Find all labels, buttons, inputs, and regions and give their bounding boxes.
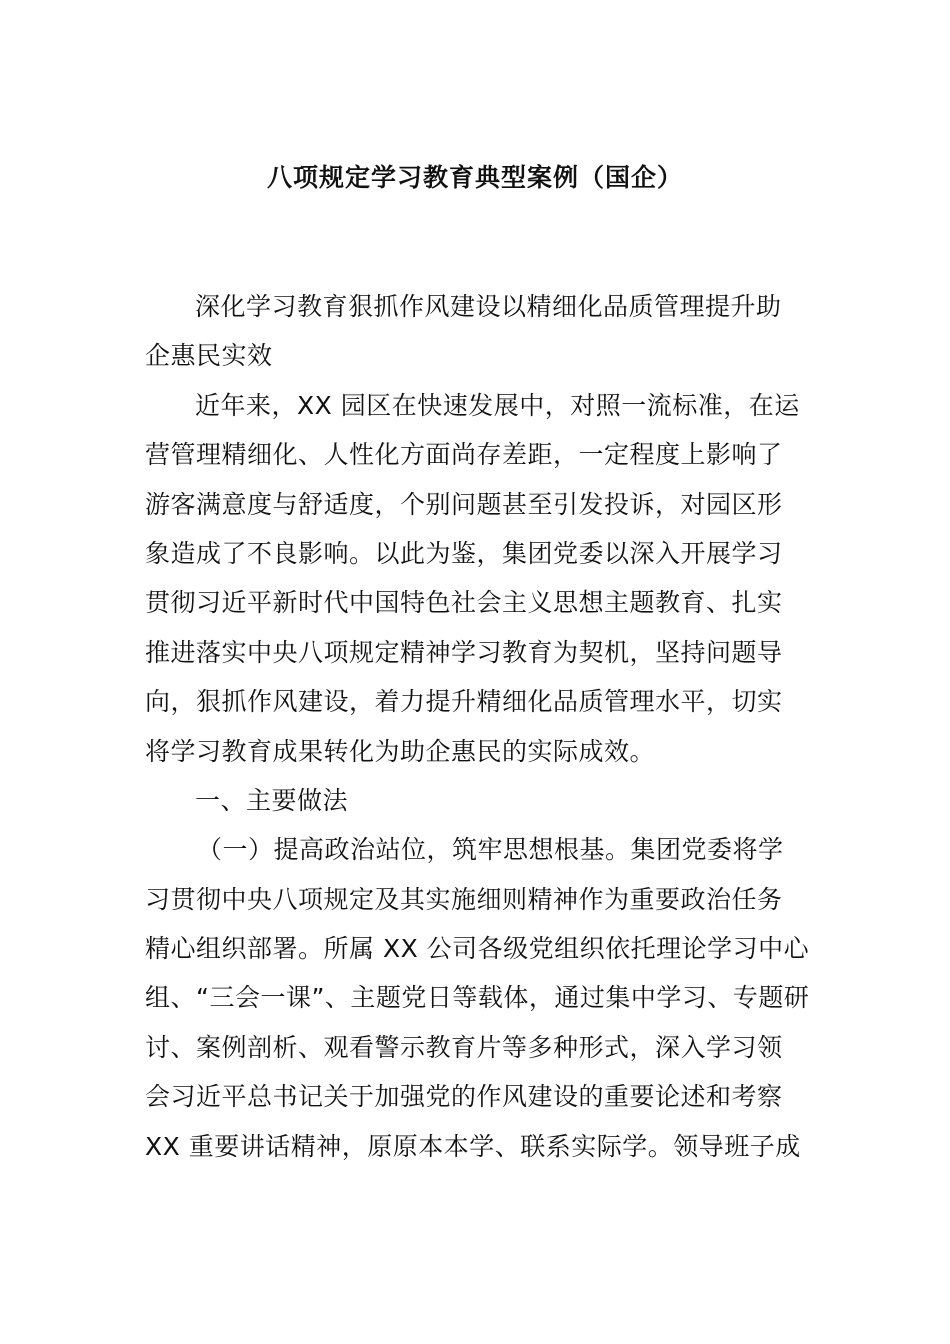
paragraph-line: 精心组织部署。所属 XX 公司各级党组织依托理论学习中心: [145, 934, 810, 964]
paragraph-line: 推进落实中央八项规定精神学习教育为契机，坚持问题导: [145, 637, 783, 667]
paragraph-line: 贯彻习近平新时代中国特色社会主义思想主题教育、扎实: [145, 588, 783, 618]
subtitle-line: 深化学习教育狠抓作风建设以精细化品质管理提升助: [195, 292, 782, 321]
paragraph-line: 营管理精细化、人性化方面尚存差距，一定程度上影响了: [145, 440, 783, 470]
document-title: 八项规定学习教育典型案例（国企）: [266, 163, 683, 192]
paragraph-line: 讨、案例剖析、观看警示教育片等多种形式，深入学习领: [145, 1032, 783, 1062]
paragraph-line: 近年来，XX 园区在快速发展中，对照一流标准，在运: [195, 390, 800, 420]
paragraph-line: 习贯彻中央八项规定及其实施细则精神作为重要政治任务: [145, 884, 783, 914]
paragraph-line: 将学习教育成果转化为助企惠民的实际成效。: [145, 736, 656, 766]
paragraph-line: 象造成了不良影响。以此为鉴，集团党委以深入开展学习: [145, 538, 783, 568]
paragraph-line: 组、“三会一课”、主题党日等载体，通过集中学习、专题研: [145, 983, 810, 1013]
section-heading: 一、主要做法: [195, 785, 349, 815]
paragraph-line: （一）提高政治站位，筑牢思想根基。集团党委将学: [197, 835, 784, 865]
paragraph-line: 游客满意度与舒适度，个别问题甚至引发投诉，对园区形: [145, 489, 783, 519]
paragraph-line: 会习近平总书记关于加强党的作风建设的重要论述和考察: [145, 1082, 783, 1112]
subtitle-line: 企惠民实效: [145, 341, 273, 371]
paragraph-line: 向，狠抓作风建设，着力提升精细化品质管理水平，切实: [145, 687, 783, 717]
paragraph-line: XX 重要讲话精神，原原本本学、联系实际学。领导班子成: [145, 1131, 801, 1161]
document-body: [145, 282, 810, 1171]
